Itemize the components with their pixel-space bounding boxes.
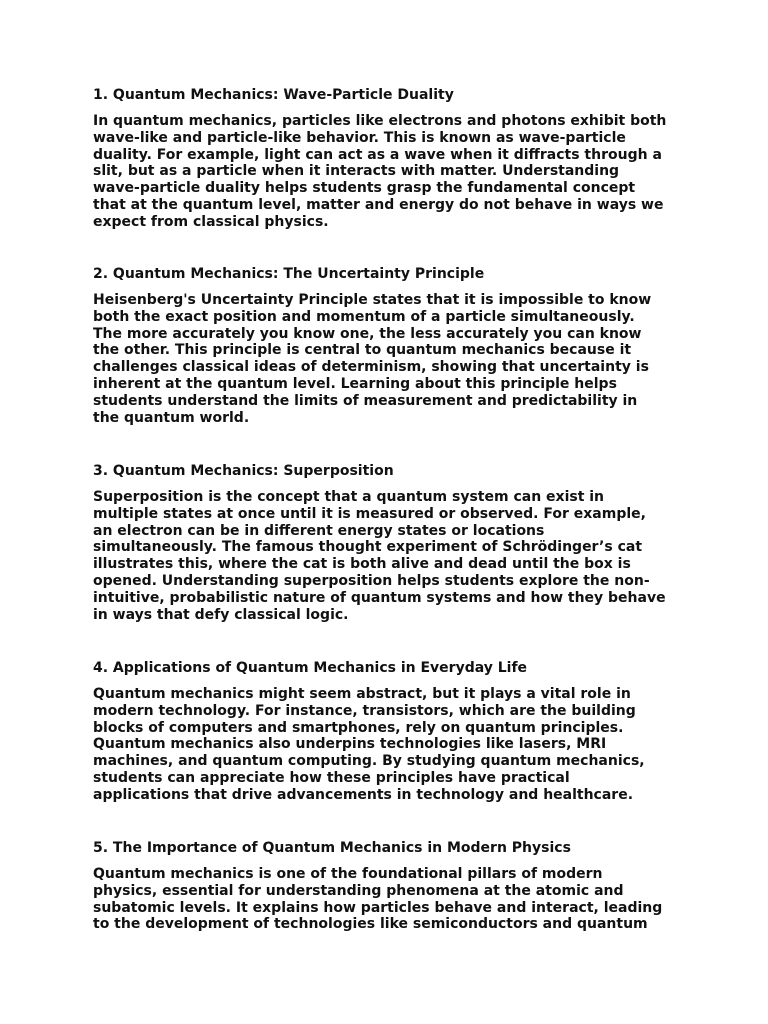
- section-uncertainty-principle: [93, 266, 683, 426]
- section-paragraph: Superposition is the concept that a quantum system can exist in multiple states at once until it is measured or observed. For example, an electron can be in different energy states or locations simultaneously. The famous thought experiment of Schrödinger’s cat illustrates this, where the cat is both alive and dead until the box is opened. Understanding superposition helps students explore the non- intuitive, probabilistic nature of quantum systems and how they behave in ways that defy classical logic.: [93, 489, 666, 623]
- section-heading: 4. Applications of Quantum Mechanics in Everyday Life: [93, 660, 528, 676]
- section-superposition: [93, 463, 683, 623]
- section-importance: [93, 840, 683, 958]
- section-paragraph: Quantum mechanics might seem abstract, but it plays a vital role in modern technology. For instance, transistors, which are the building blocks of computers and smartphones, rely on quantum principles. Quantum mechanics also underpins technologies like lasers, MRI machines, and quantum computing. By studying quantum mechanics, students can appreciate how these principles have practical applications that drive advancements in technology and healthcare.: [93, 686, 645, 803]
- section-applications: [93, 660, 683, 804]
- section-paragraph: In quantum mechanics, particles like electrons and photons exhibit both wave-like and particle-like behavior. This is known as wave-particle duality. For example, light can act as a wave when it diffracts through a slit, but as a particle when it interacts with matter. Understanding wave-particle duality helps students grasp the fundamental concept that at the quantum level, matter and energy do not behave in ways we expect from classical physics.: [93, 113, 667, 230]
- section-paragraph: Heisenberg's Uncertainty Principle states that it is impossible to know both the exact position and momentum of a particle simultaneously. The more accurately you know one, the less accurately you can know the other. This principle is central to quantum mechanics because it challenges classical ideas of determinism, showing that uncertainty is inherent at the quantum level. Learning about this principle helps students understand the limits of measurement and predictability in the quantum world.: [93, 292, 652, 426]
- section-heading: 3. Quantum Mechanics: Superposition: [93, 463, 394, 479]
- section-heading: 1. Quantum Mechanics: Wave-Particle Duality: [93, 87, 454, 103]
- section-heading: 5. The Importance of Quantum Mechanics in Modern Physics: [93, 840, 571, 856]
- section-heading: 2. Quantum Mechanics: The Uncertainty Principle: [93, 266, 485, 282]
- section-wave-particle-duality: [93, 87, 683, 231]
- section-paragraph: Quantum mechanics is one of the foundational pillars of modern physics, essential for understanding phenomena at the atomic and subatomic levels. It explains how particles behave and interact, leading to the development of technologies like semiconductors and quantum: [93, 866, 663, 933]
